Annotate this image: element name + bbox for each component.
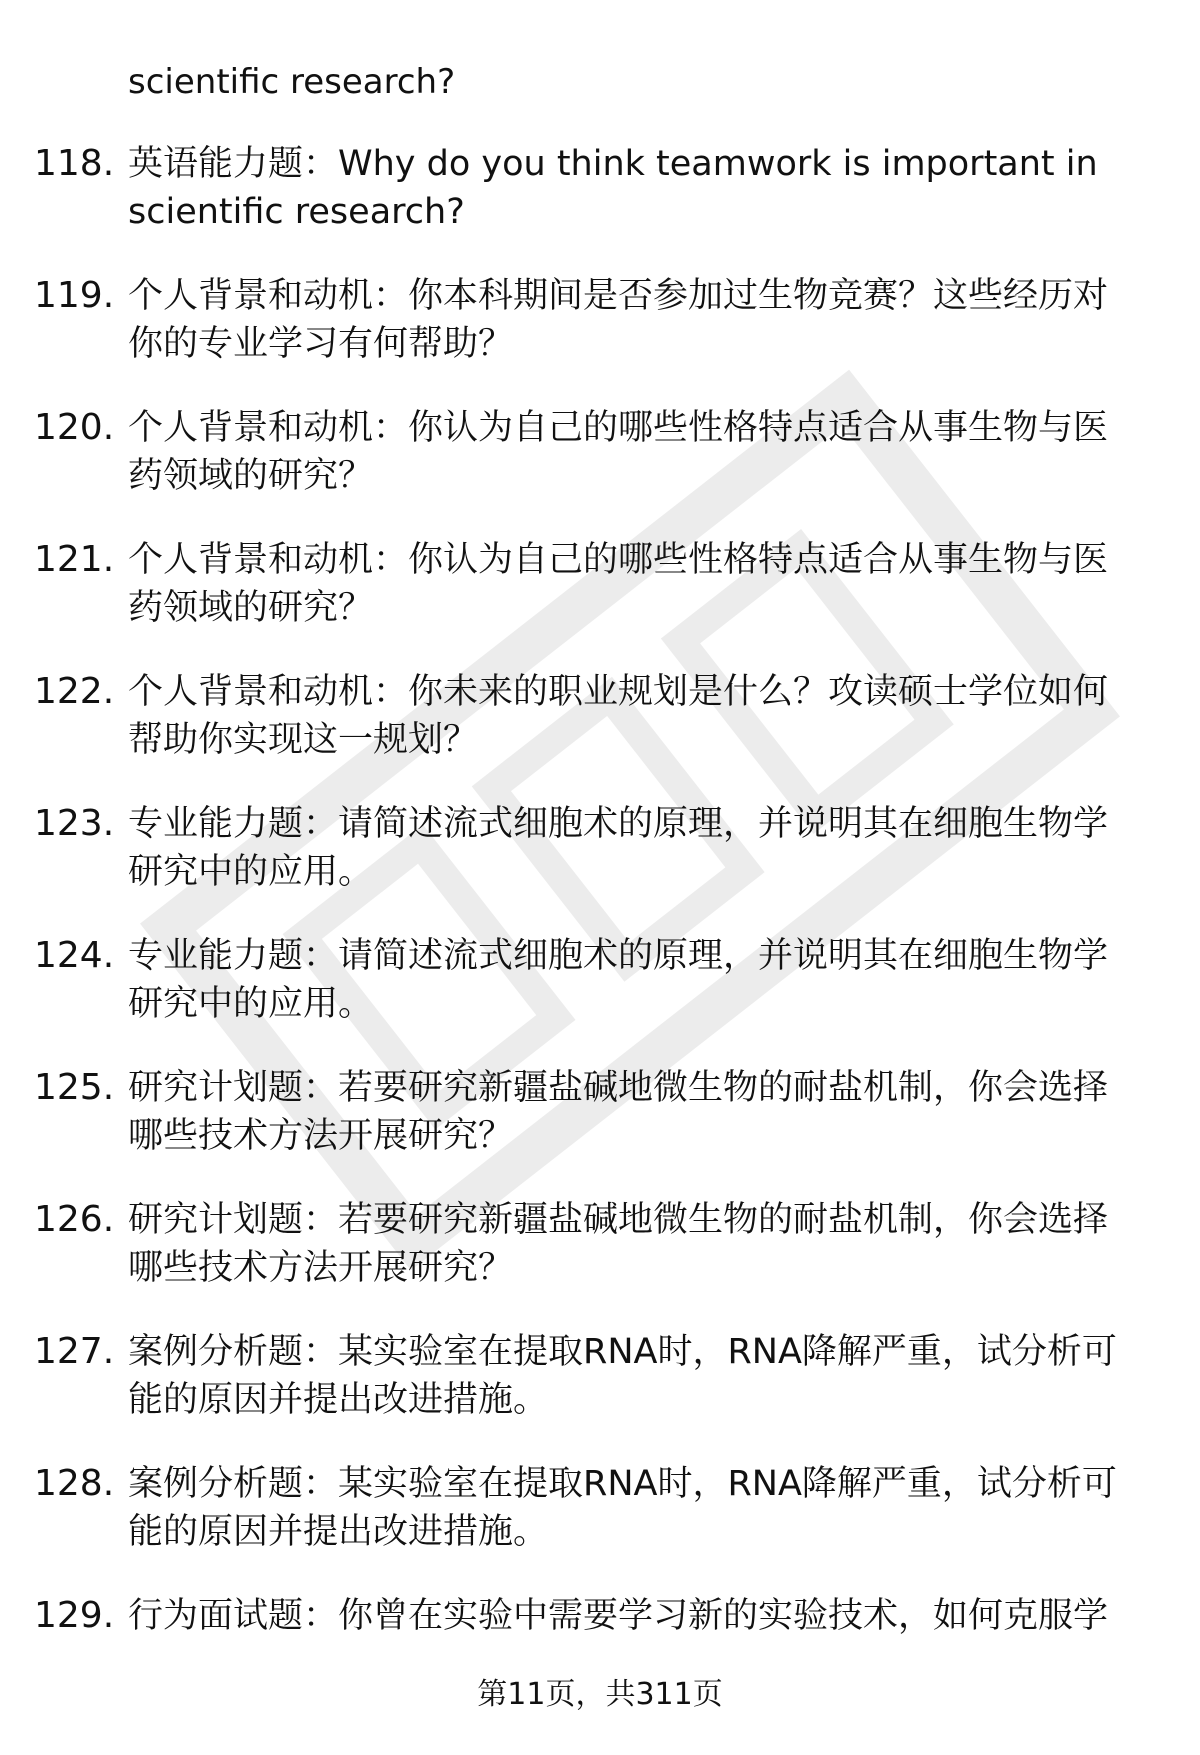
- question-number: 129.: [34, 1595, 115, 1636]
- question-number: 128.: [34, 1463, 115, 1504]
- question-text: 专业能力题：请简述流式细胞术的原理，并说明其在细胞生物学研究中的应用。: [128, 936, 1109, 1024]
- question-number: 125.: [34, 1067, 115, 1108]
- question-item: [0, 1460, 1200, 1592]
- question-number: 121.: [34, 539, 115, 580]
- question-text: 个人背景和动机：你未来的职业规划是什么？攻读硕士学位如何帮助你实现这一规划？: [128, 672, 1109, 760]
- question-item: [0, 536, 1200, 668]
- continuation-text: scientific research?: [128, 62, 456, 102]
- question-list: [0, 140, 1200, 1724]
- question-number: 127.: [34, 1331, 115, 1372]
- question-text: 研究计划题：若要研究新疆盐碱地微生物的耐盐机制，你会选择哪些技术方法开展研究？: [128, 1068, 1109, 1156]
- question-number: 120.: [34, 407, 115, 448]
- question-number: 124.: [34, 935, 115, 976]
- question-text: 专业能力题：请简述流式细胞术的原理，并说明其在细胞生物学研究中的应用。: [128, 804, 1109, 892]
- question-text: 个人背景和动机：你认为自己的哪些性格特点适合从事生物与医药领域的研究？: [128, 540, 1109, 628]
- question-number: 119.: [34, 275, 115, 316]
- question-item: [0, 1328, 1200, 1460]
- question-text: 英语能力题：Why do you think teamwork is important in scientific research?: [128, 144, 1098, 232]
- question-item: [0, 404, 1200, 536]
- question-item: [0, 932, 1200, 1064]
- question-number: 122.: [34, 671, 115, 712]
- question-text: 案例分析题：某实验室在提取RNA时，RNA降解严重，试分析可能的原因并提出改进措施。: [128, 1464, 1117, 1552]
- question-item: [0, 800, 1200, 932]
- question-text: 案例分析题：某实验室在提取RNA时，RNA降解严重，试分析可能的原因并提出改进措施。: [128, 1332, 1117, 1420]
- question-number: 126.: [34, 1199, 115, 1240]
- question-number: 118.: [34, 143, 115, 184]
- question-text: 研究计划题：若要研究新疆盐碱地微生物的耐盐机制，你会选择哪些技术方法开展研究？: [128, 1200, 1109, 1288]
- question-item: [0, 668, 1200, 800]
- question-text: 个人背景和动机：你本科期间是否参加过生物竞赛？这些经历对你的专业学习有何帮助？: [128, 276, 1109, 364]
- question-text: 个人背景和动机：你认为自己的哪些性格特点适合从事生物与医药领域的研究？: [128, 408, 1109, 496]
- question-item: [0, 272, 1200, 404]
- page-number-footer: 第11页，共311页: [477, 1677, 723, 1712]
- question-item: [0, 140, 1200, 272]
- question-text: 行为面试题：你曾在实验中需要学习新的实验技术，如何克服学: [128, 1596, 1109, 1636]
- question-item: [0, 1196, 1200, 1328]
- question-item: [0, 1064, 1200, 1196]
- question-number: 123.: [34, 803, 115, 844]
